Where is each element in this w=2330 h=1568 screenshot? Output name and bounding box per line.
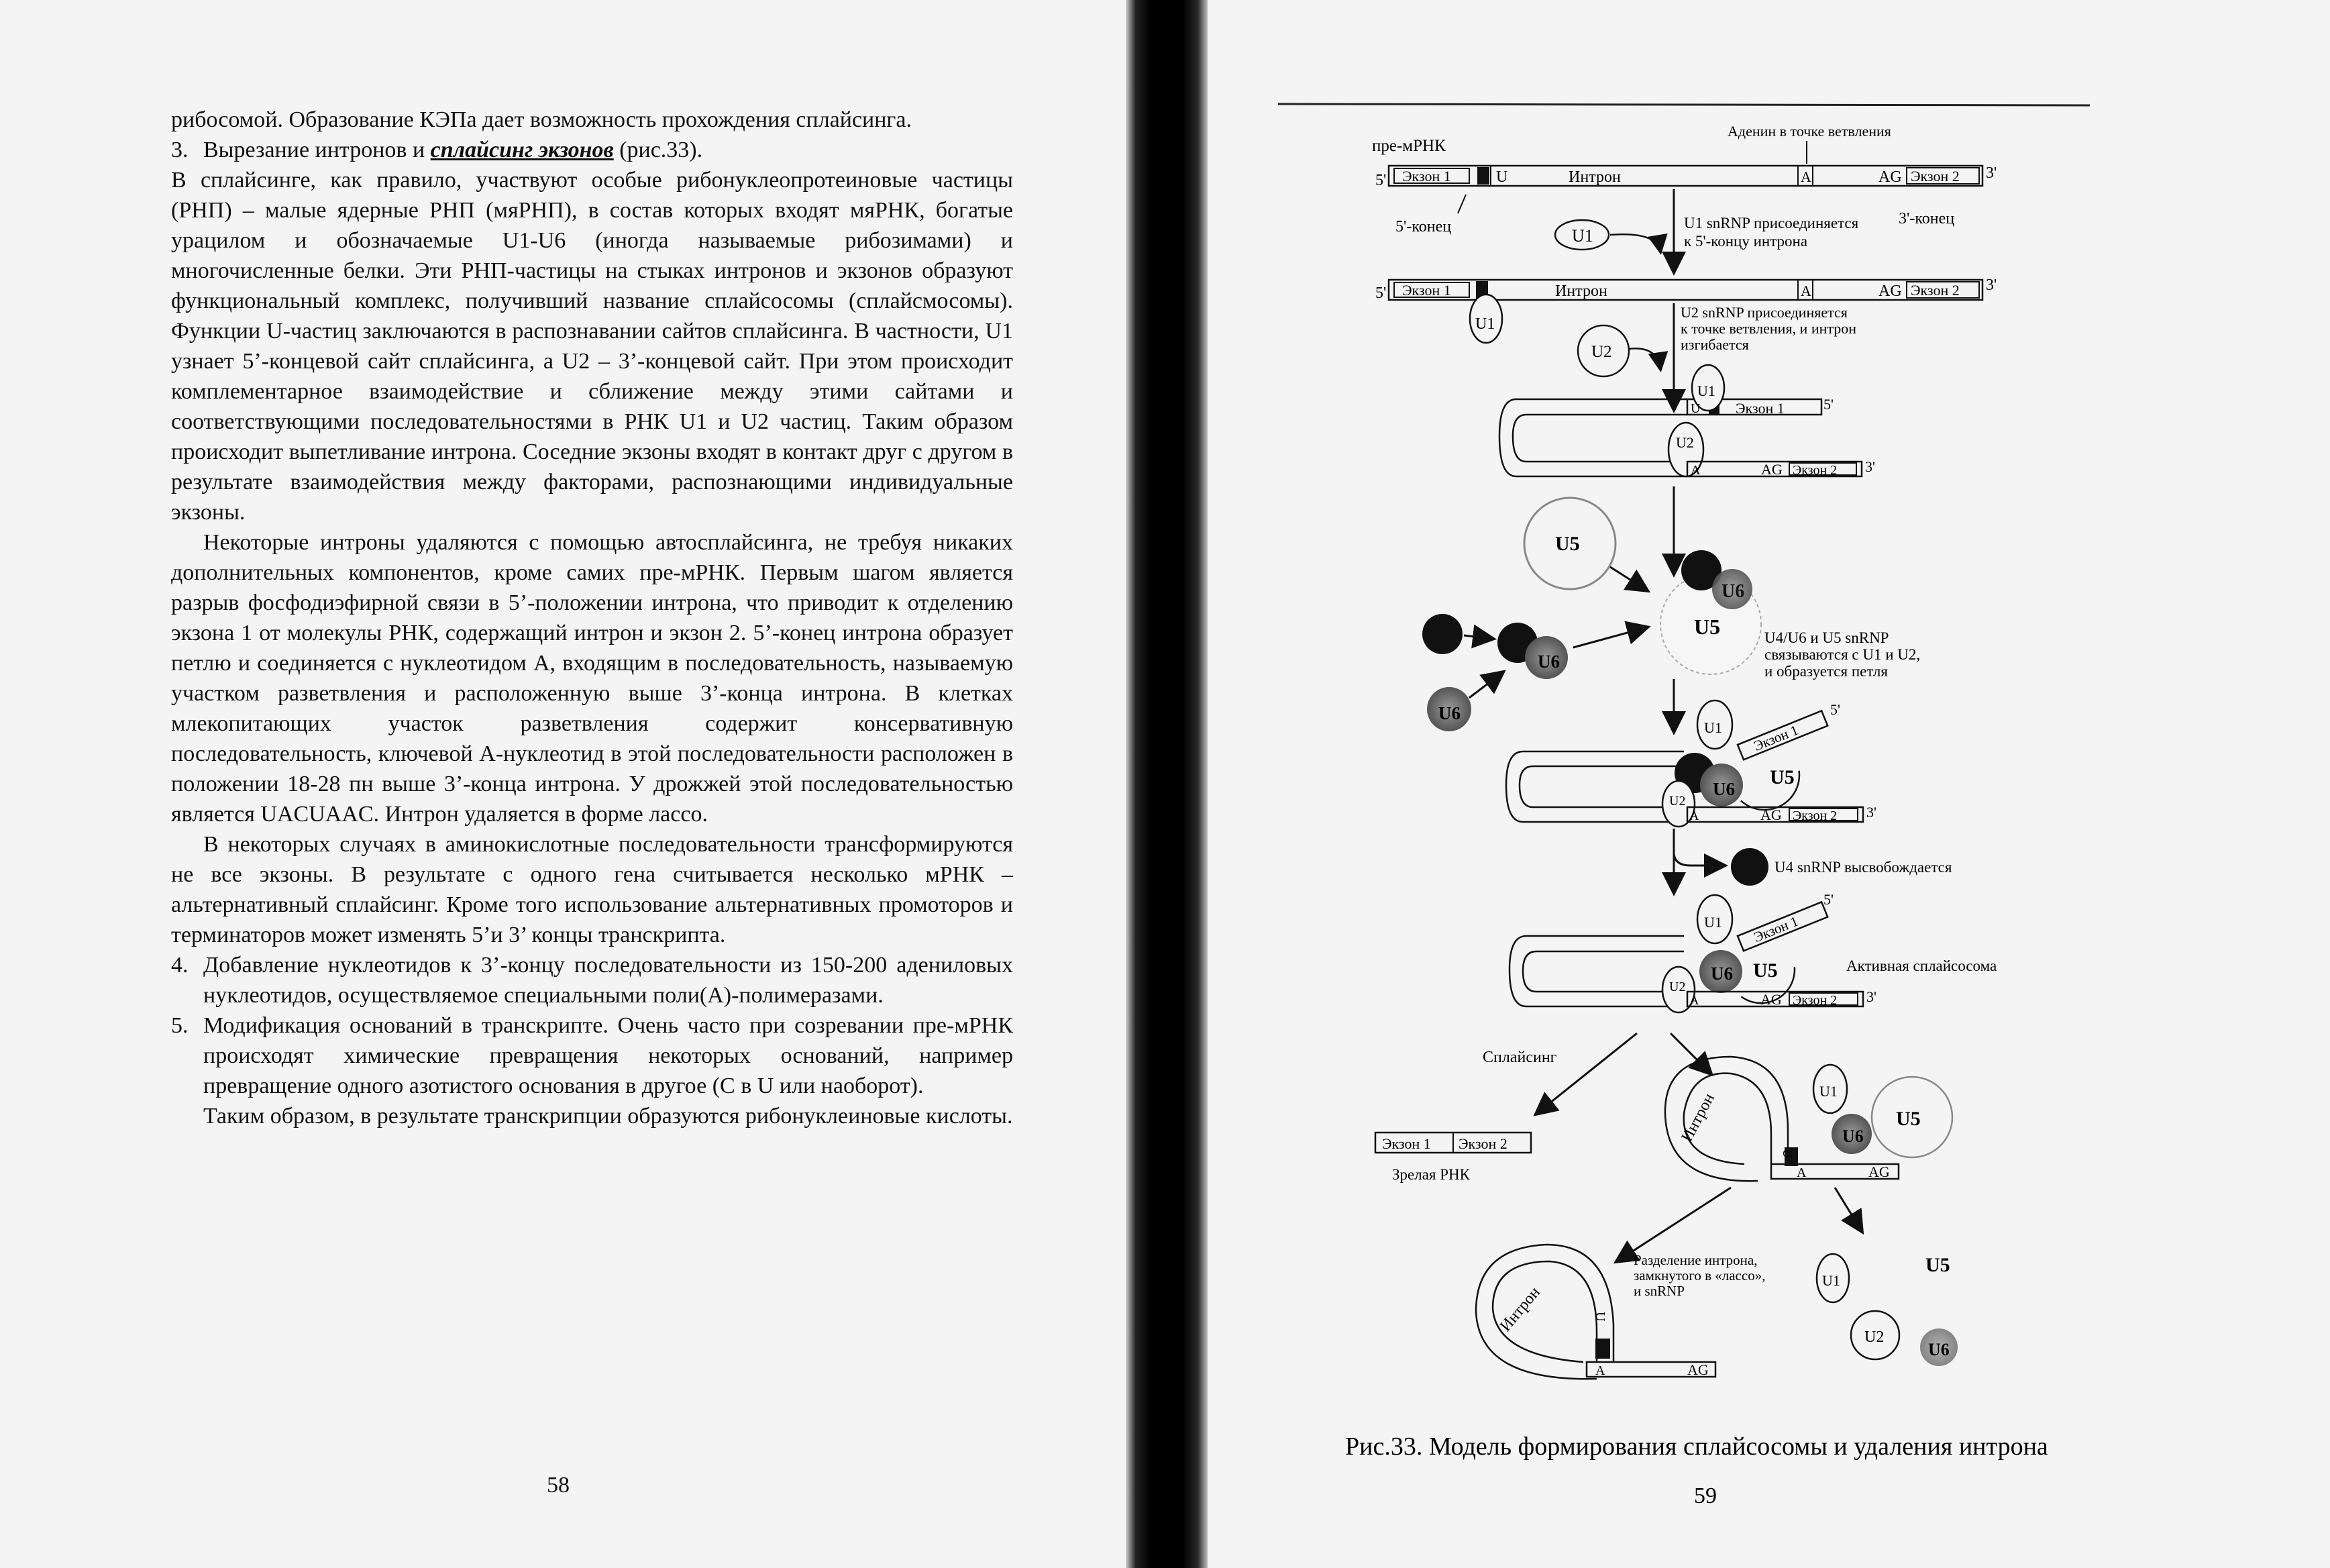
page-number-left: 58	[547, 1473, 570, 1498]
exon2-label-2: Экзон 2	[1911, 282, 1960, 299]
ag-label-2: AG	[1878, 282, 1902, 300]
intron-label-1: Интрон	[1569, 168, 1621, 186]
intron-label-lariat1: Интрон	[1678, 1090, 1718, 1145]
u46-note-2: связываются с U1 и U2,	[1764, 646, 1921, 663]
intron-label-2: Интрон	[1555, 282, 1607, 300]
text-run: сплайсосомы	[704, 289, 834, 313]
five-prime-8: 5'	[1823, 891, 1834, 908]
a-label-8: A	[1689, 993, 1699, 1008]
three-prime-2: 3'	[1986, 276, 1997, 294]
u1-label-lariat1: U1	[1819, 1083, 1838, 1100]
a-label-7: A	[1689, 808, 1699, 823]
three-prime-1: 3'	[1986, 164, 1997, 182]
list-number: 4.	[171, 953, 189, 978]
u5-label-7: U5	[1770, 766, 1795, 788]
text-run: (сплайсмосомы). Функции U-частиц заключаются в распознавании сайтов сплайсинга. В частности, U1 узнает 5’-концевой сайт сплайсинга, а U2 – 3’-концевой сайт. При этом происходит комплементарное взаимодействие и сближение между этими сайтами и соответствующими последовательностями в РНК U1 и U2 частиц. Таким образом происходит выпетливание интрона. Соседние экзоны входят в контакт друг с другом в результате взаимодействия между факторами, распознающими индивидуальные экзоны.	[171, 289, 1013, 525]
u-label-lariat2: U	[1593, 1312, 1607, 1322]
u1-label-free: U1	[1572, 226, 1593, 246]
text-run: . Кроме того использование альтернативных промоторов и терминаторов может изменять 5’и 3’ концы транскрипта.	[171, 892, 1013, 947]
u2-label-final: U2	[1864, 1328, 1885, 1346]
exon1-label-8: Экзон 1	[1751, 912, 1801, 946]
lariat-note-3: и snRNP	[1634, 1283, 1685, 1299]
figure-caption: Рис.33. Модель формирования сплайсосомы и удаления интрона	[1345, 1432, 2048, 1461]
exon2-label-8: Экзон 2	[1793, 993, 1838, 1008]
text-run: ) и многочисленные белки. Эти РНП-частицы на стыках интронов и экзонов образуют функциональный комплекс, получивший название	[171, 228, 1013, 313]
u2-label-free: U2	[1591, 343, 1612, 361]
u1-label-3: U1	[1697, 382, 1715, 399]
list-number: 5.	[171, 1013, 189, 1038]
exon1-label-mature: Экзон 1	[1382, 1135, 1431, 1152]
text-run: альтернативный сплайсинг	[171, 892, 433, 917]
u2-note-1: U2 snRNP присоединяется	[1681, 304, 1848, 321]
text-run: – малые ядерные РНП (мяРНП), в состав которых входят мяРНК, богатые урацилом и обозначаемые U1-U6 (иногда называемые	[171, 198, 1013, 253]
a-label-lariat2: A	[1595, 1363, 1605, 1378]
u5-label-4: U5	[1694, 615, 1721, 639]
five-prime-1: 5'	[1375, 172, 1387, 189]
exon1-label-7: Экзон 1	[1751, 721, 1801, 755]
text-run: автосплайсинга	[655, 530, 808, 555]
ag-label-8: AG	[1760, 991, 1782, 1008]
u46-note-3: и образуется петля	[1764, 663, 1888, 680]
u-label-1: U	[1496, 168, 1508, 186]
u2-label-7: U2	[1669, 794, 1686, 808]
active-spliceosome-label: Активная сплайсосома	[1846, 957, 1997, 974]
u2-label-8: U2	[1669, 980, 1686, 994]
intron-label-lariat2: Интрон	[1497, 1284, 1544, 1335]
five-prime-3: 5'	[1823, 396, 1834, 413]
three-prime-7: 3'	[1866, 804, 1876, 821]
lariat-note-1: Разделение интрона,	[1634, 1252, 1758, 1268]
text-run: Модификация оснований в транскрипте. Очень часто при созревании пре-мРНК происходят химические превращения некоторых оснований, например превращение одного азотистого основания в другое (С в U или наоборот).	[203, 1013, 1013, 1098]
a-label-1: A	[1801, 168, 1811, 185]
u2-note-3: изгибается	[1681, 336, 1749, 353]
exon2-label-7: Экзон 2	[1793, 808, 1838, 823]
a-label-3: A	[1691, 463, 1701, 478]
text-run: Некоторые интроны удаляются с помощью	[203, 530, 656, 555]
u1-label-7: U1	[1704, 719, 1722, 736]
u1-label-final: U1	[1822, 1272, 1840, 1289]
lariat-note-2: замкнутого в «лассо»,	[1634, 1267, 1766, 1284]
pre-mrna-label: пре-мРНК	[1372, 137, 1446, 155]
u2-label-3: U2	[1676, 434, 1694, 451]
u-label-lariat1: U	[1780, 1149, 1795, 1159]
u5-label-final: U5	[1925, 1254, 1950, 1276]
text-run: Добавление нуклеотидов к 3’-концу последовательности из 150-200 адениловых нуклеотидов, осуществляемое специальными поли(А)-полимеразами.	[203, 953, 1013, 1008]
u6-label-6: U6	[1438, 703, 1461, 723]
exon1-label-1: Экзон 1	[1402, 168, 1451, 185]
text-run: Таким образом, в результате транскрипции образуются рибонуклеиновые кислоты.	[203, 1104, 1013, 1129]
u1-label-8: U1	[1704, 914, 1722, 931]
u1-note-2: к 5'-концу интрона	[1684, 233, 1808, 250]
u-label-3: U	[1691, 401, 1701, 416]
a-label-2: A	[1801, 282, 1811, 299]
text-run: (рис.33).	[613, 138, 703, 162]
page-number-right: 59	[1694, 1483, 1717, 1508]
text-run: сплайсинг экзонов	[430, 138, 614, 162]
list-number: 3.	[171, 138, 189, 162]
text-run: , не требуя никаких дополнительных компонентов, кроме самих пре-мРНК. Первым шагом является разрыв фосфодиэфирной связи в 5’-положении интрона, что приводит к отделению экзона 1 от молекулы РНК, содержащий интрон и экзон 2. 5’-конец интрона образует петлю и соединяется с нуклеотидом А, входящим в последовательность, называемую участком разветвления и расположенную выше 3’-конца интрона. В клетках млекопитающих участок разветвления содержит консервативную последовательность, ключевой А-нуклеотид в этой последовательности расположен в положении 18-28 пн выше 3’-конца интрона. У дрожжей этой последовательностью является UACUAAC. Интрон удаляется в форме лассо.	[171, 530, 1013, 827]
text-run: В сплайсинге, как правило, участвуют особые	[171, 168, 677, 193]
exon1-label-2: Экзон 1	[1402, 282, 1451, 299]
u5-label-lariat1: U5	[1896, 1108, 1921, 1130]
text-run: рибосомой. Образование КЭПа дает возможность прохождения сплайсинга.	[171, 107, 912, 132]
text-run: В некоторых случаях в аминокислотные последовательности трансформируются не все экзоны. В результате с одного гена считывается несколько мРНК –	[171, 832, 1013, 887]
u46-note-1: U4/U6 и U5 snRNP	[1764, 629, 1889, 646]
ag-label-3: AG	[1761, 461, 1783, 478]
a-label-lariat1: A	[1797, 1165, 1807, 1180]
u6-label-lariat1: U6	[1842, 1127, 1864, 1146]
u6-label-8: U6	[1711, 963, 1733, 984]
u5-label-8: U5	[1753, 959, 1778, 982]
ag-label-lariat1: AG	[1868, 1163, 1890, 1180]
three-prime-3: 3'	[1865, 458, 1875, 475]
u6-label-7: U6	[1713, 779, 1735, 799]
u5-label-free: U5	[1555, 533, 1580, 555]
five-end-label: 5'-конец	[1395, 218, 1452, 236]
u6-label-4: U6	[1722, 581, 1745, 602]
u4-release-label: U4 snRNP высвобождается	[1775, 859, 1952, 876]
ag-label-lariat2: AG	[1687, 1361, 1709, 1378]
ag-label-7: AG	[1760, 806, 1782, 823]
exon2-label-mature: Экзон 2	[1459, 1135, 1507, 1152]
splicing-label: Сплайсинг	[1483, 1049, 1557, 1066]
five-prime-2: 5'	[1375, 284, 1387, 302]
branch-adenine-label: Аденин в точке ветвления	[1728, 123, 1891, 140]
u6-label-5: U6	[1538, 651, 1560, 672]
three-prime-8: 3'	[1866, 988, 1876, 1005]
u1-label-2: U1	[1475, 315, 1495, 333]
text-run: рибозимами	[845, 228, 964, 253]
u6-label-final: U6	[1928, 1340, 1950, 1359]
u2-note-2: к точке ветвления, и интрон	[1681, 320, 1857, 337]
mature-rna-label: Зрелая РНК	[1392, 1166, 1470, 1183]
text-run: рибонуклеопротеиновые частицы (РНП)	[171, 168, 1013, 223]
ag-label-1: AG	[1878, 168, 1902, 186]
exon2-label-3: Экзон 2	[1793, 463, 1838, 478]
u1-note-1: U1 snRNP присоединяется	[1684, 215, 1859, 231]
text-run: Вырезание интронов и	[203, 138, 431, 162]
three-end-label: 3'-конец	[1899, 210, 1955, 227]
exon2-label-1: Экзон 2	[1911, 168, 1960, 185]
exon1-label-3: Экзон 1	[1736, 400, 1785, 417]
five-prime-7: 5'	[1830, 701, 1840, 718]
